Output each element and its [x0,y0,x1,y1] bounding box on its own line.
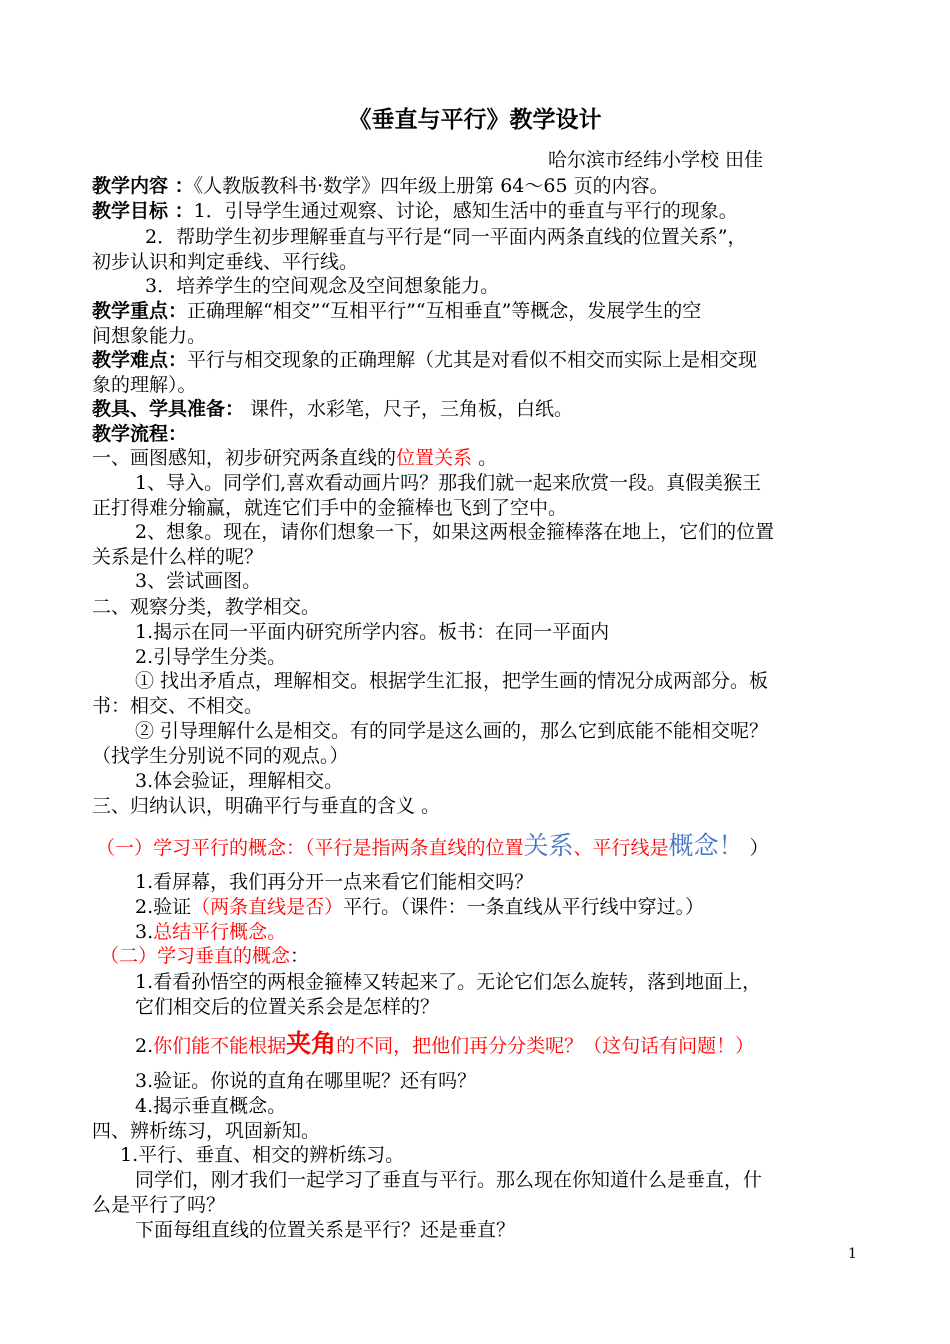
s2-para-3a: ① 找出矛盾点，理解相交。根据学生汇报，把学生画的情况分成两部分。板 [135,670,769,692]
difficulties-label: 教学难点： [92,349,188,371]
section-1-heading-red: 位置关系 [396,447,473,469]
s3-sub-2-heading [100,944,880,969]
goal-3: 3．培养学生的空间观念及空间想象能力。 [145,275,500,297]
author-line: 哈尔滨市经纬小学校 田佳 [548,149,764,171]
section-1-heading-end: 。 [472,447,498,469]
s2-para-4a: ② 引导理解什么是相交。有的同学是这么画的，那么它到底能不能相交呢？ [135,720,769,742]
s3-sub-1-text-a: （一）学习平行的概念：（平行是指两条直线的位置 [96,837,524,859]
s1-para-2a: 2、想象。现在，请你们想象一下，如果这两根金箍棒落在地上，它们的位置 [135,521,775,543]
s2-para-4b: （找学生分别说不同的观点。） [92,745,349,767]
s3-a-3-num: 3. [135,921,154,943]
key-points [92,299,872,324]
key-points-text-b: 间想象能力。 [92,325,207,347]
s3-b-2-red-b: 的不同，把他们再分分类呢？（这句话有问题！） [336,1035,755,1057]
teaching-content-text: 《人教版教科书·数学》四年级上册第 64～65 页的内容。 [193,175,669,197]
key-points-label: 教学重点： [92,300,188,322]
s4-para-2a: 同学们，刚才我们一起学习了垂直与平行。那么现在你知道什么是垂直，什 [135,1169,763,1191]
s3-b-1a: 1.看看孙悟空的两根金箍棒又转起来了。无论它们怎么旋转，落到地面上， [135,971,762,993]
section-3-heading: 三、归纳认识，明确平行与垂直的含义 。 [92,795,441,817]
s1-para-2b: 关系是什么样的呢？ [92,546,264,568]
s2-para-3b: 书：相交、不相交。 [92,695,264,717]
s3-a-2-text-b: 平行。（课件：一条直线从平行线中穿过。） [343,896,705,918]
s3-a-2-red: （两条直线是否） [191,896,344,918]
s3-sub-1-emph-1: 关系 [523,831,574,860]
s1-para-3: 3、尝试画图。 [135,570,262,592]
section-1-heading-text: 一、画图感知，初步研究两条直线的 [92,447,397,469]
difficulties-text-b: 象的理解）。 [92,374,197,396]
s2-para-2: 2.引导学生分类。 [135,646,287,668]
s2-para-1: 1.揭示在同一平面内研究所学内容。板书：在同一平面内 [135,621,610,643]
s3-a-1: 1.看屏幕，我们再分开一点来看它们能相交吗？ [135,871,534,893]
teaching-goals-label: 教学目标 ： [92,200,194,222]
s4-para-3: 下面每组直线的位置关系是平行？还是垂直？ [135,1219,516,1241]
difficulties-text-a: 平行与相交现象的正确理解（尤其是对看似不相交而实际上是相交现 [187,349,758,371]
teaching-content-label: 教学内容 ： [92,175,194,197]
page-number: 1 [848,1246,857,1262]
section-4-heading: 四、辨析练习，巩固新知。 [92,1120,321,1142]
s3-sub-1-heading [96,833,876,861]
teaching-tools-label: 教具、学具准备： [92,398,245,420]
goal-1: 1．引导学生通过观察、讨论，感知生活中的垂直与平行的现象。 [193,200,738,222]
s3-sub-2-colon: ： [290,945,310,967]
s3-b-4: 4.揭示垂直概念。 [135,1095,287,1117]
s3-sub-2-red: （二）学习垂直的概念 [100,945,291,967]
section-2-heading: 二、观察分类，教学相交。 [92,596,321,618]
s3-a-2 [135,895,915,920]
s3-sub-1-text-c: ） [743,837,769,859]
key-points-text-a: 正确理解“相交”“互相平行”“互相垂直”等概念，发展学生的空 [187,300,702,322]
s3-a-2-text-a: 2.验证 [135,896,192,918]
difficulties [92,348,872,373]
s3-sub-1-text-b: 、平行线是 [573,837,669,859]
s3-b-2 [135,1031,915,1059]
s3-b-2-emph: 夹角 [286,1029,337,1058]
s1-para-1a: 1、导入。同学们,喜欢看动画片吗？那我们就一起来欣赏一段。真假美猴王 [135,472,762,494]
s3-sub-1-emph-2: 概念！ [668,831,744,860]
s4-para-1: 1.平行、垂直、相交的辨析练习。 [120,1144,405,1166]
s3-b-2-num: 2. [135,1035,154,1057]
teaching-tools-text: 课件，水彩笔，尺子，三角板，白纸。 [244,398,574,420]
s2-para-5: 3.体会验证，理解相交。 [135,770,344,792]
teaching-flow-label: 教学流程： [92,423,188,445]
document-title: 《垂直与平行》教学设计 [348,107,602,133]
goal-2b: 初步认识和判定垂线、平行线。 [92,251,359,273]
goal-2a: 2．帮助学生初步理解垂直与平行是“同一平面内两条直线的位置关系”， [145,226,747,248]
s3-b-1b: 它们相交后的位置关系会是怎样的？ [135,996,440,1018]
teaching-content [92,174,872,199]
s3-b-3: 3.验证。你说的直角在哪里呢？还有吗？ [135,1070,477,1092]
section-1-heading [92,446,872,471]
s3-b-2-red-a: 你们能不能根据 [153,1035,287,1057]
s3-a-3 [135,920,915,945]
s3-a-3-red: 总结平行概念。 [153,921,287,943]
s4-para-2b: 么是平行了吗？ [92,1194,226,1216]
teaching-goals [92,199,872,224]
teaching-tools [92,397,872,422]
s1-para-1b: 正打得难分输赢，就连它们手中的金箍棒也飞到了空中。 [92,497,568,519]
